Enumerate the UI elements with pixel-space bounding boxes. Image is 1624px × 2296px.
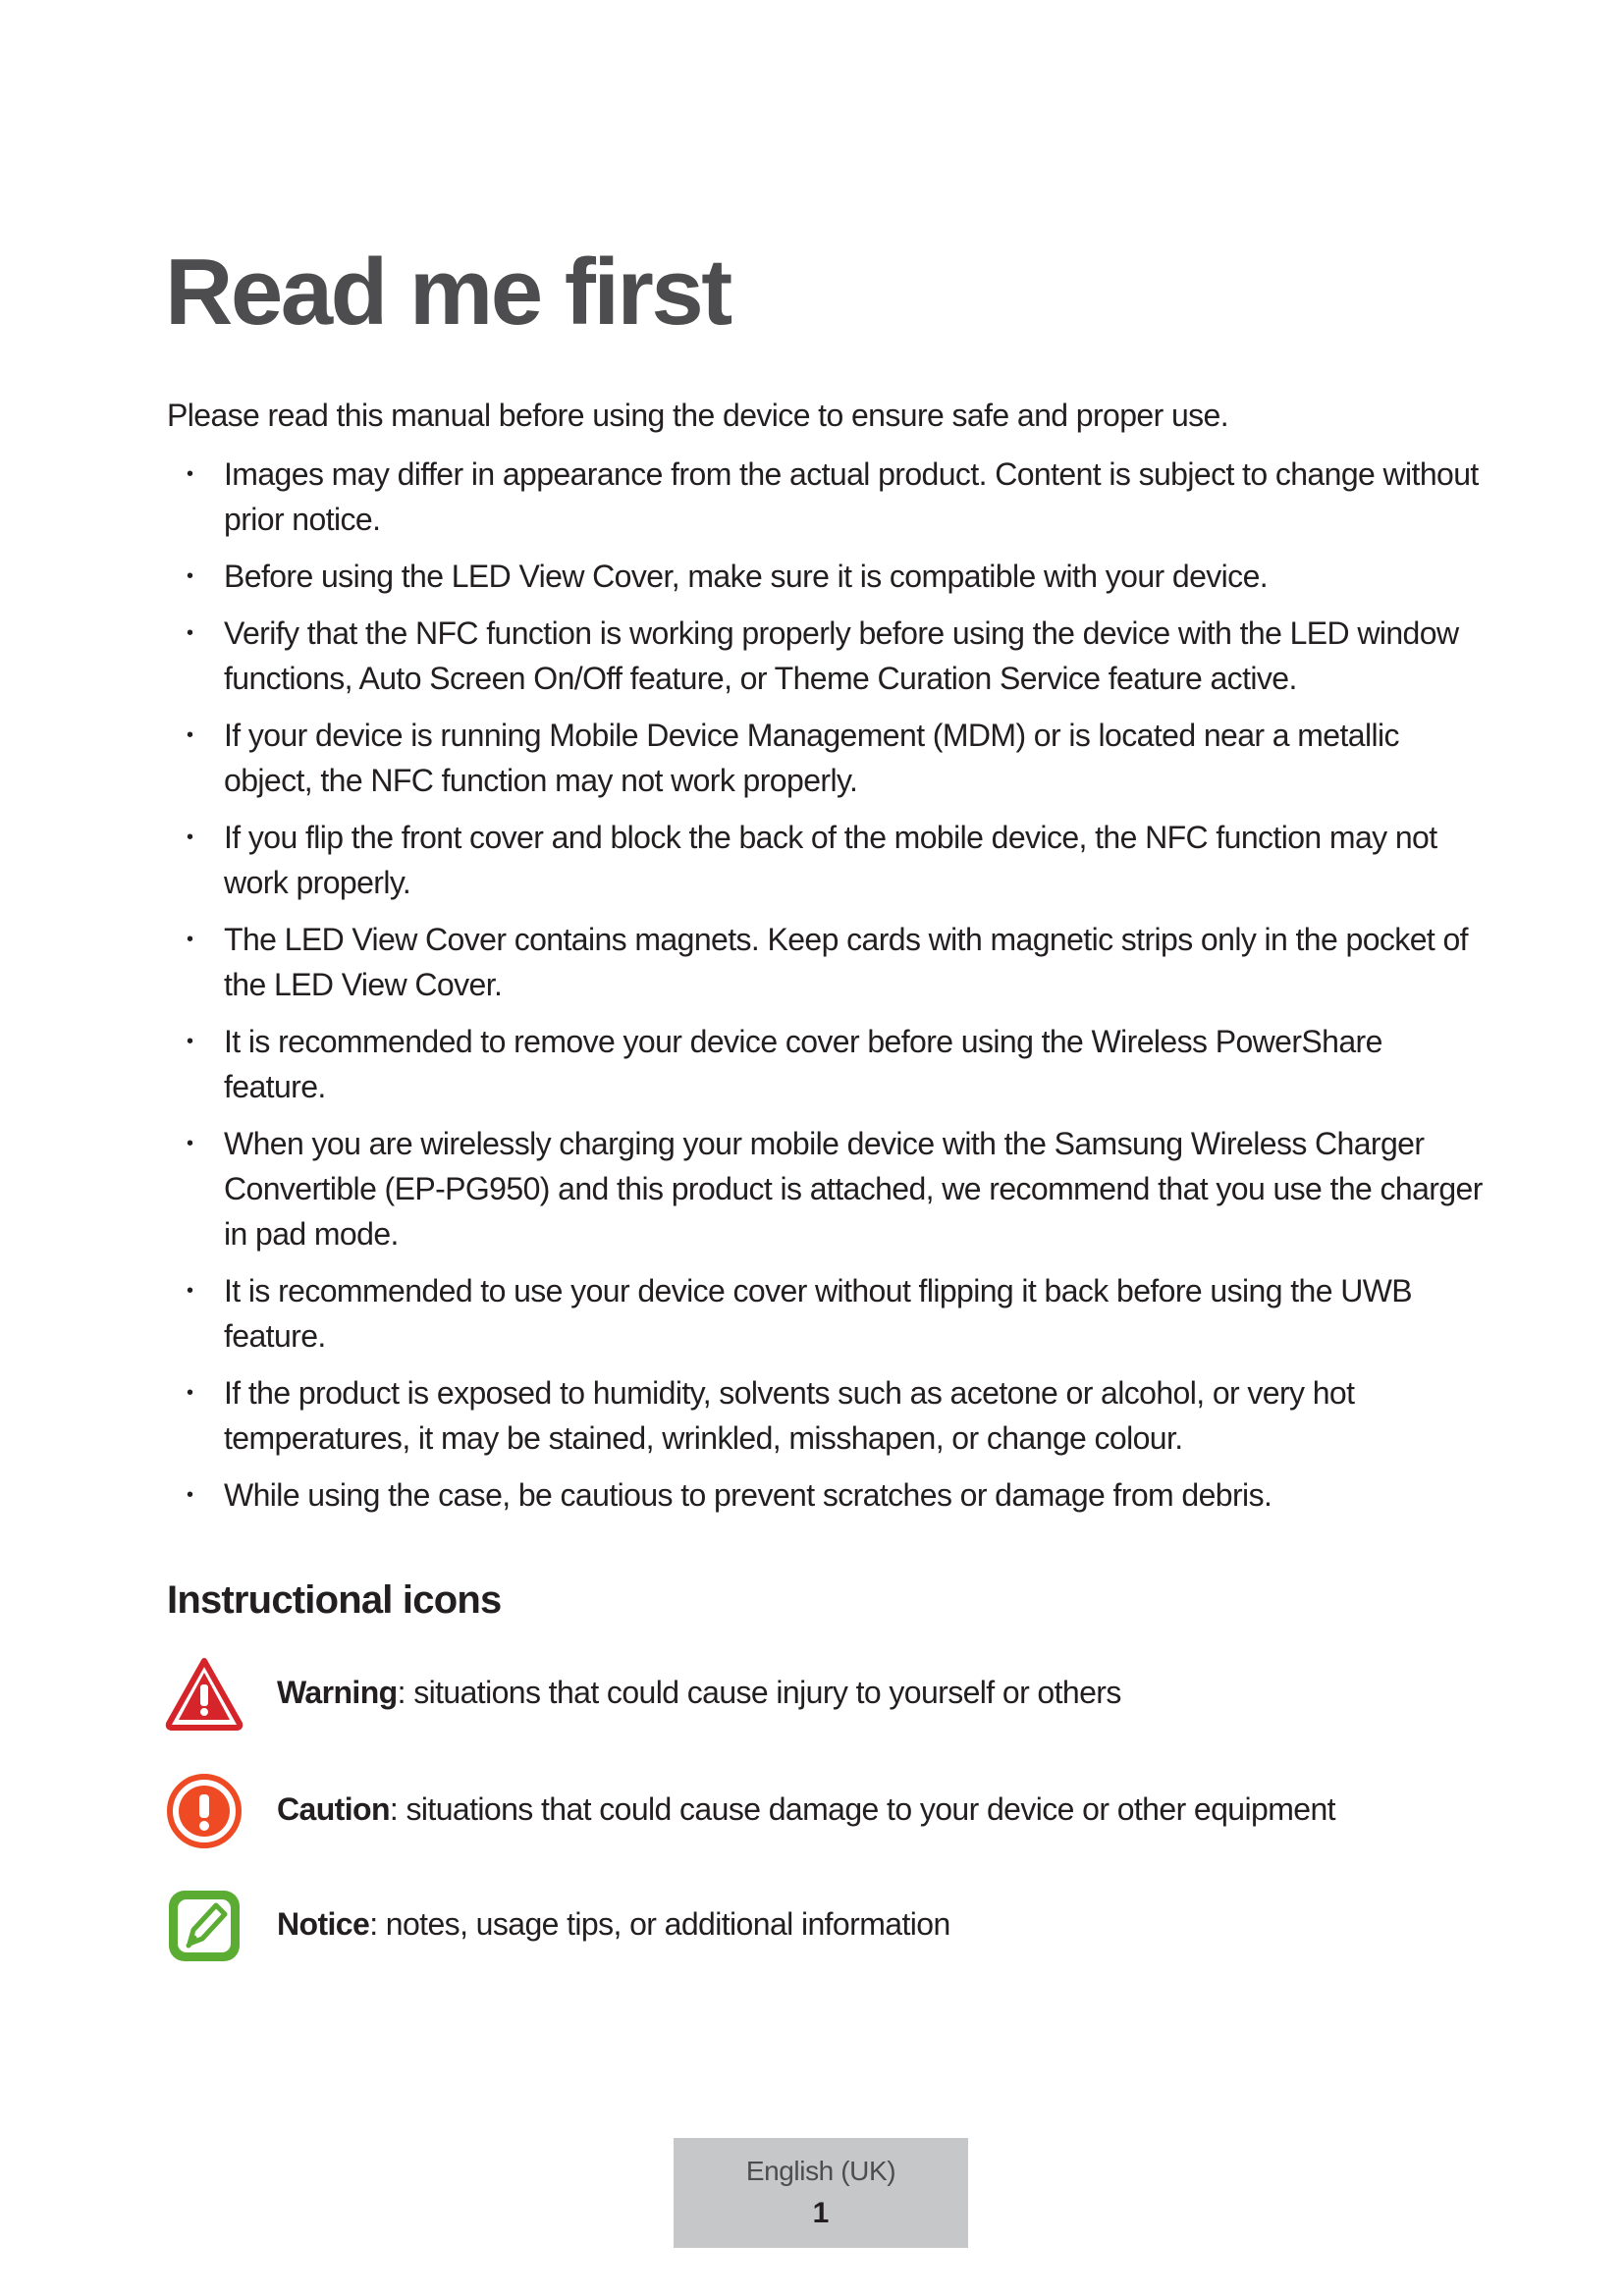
page-number: 1	[812, 2197, 830, 2229]
footer-language: English (UK)	[745, 2156, 896, 2186]
list-item	[167, 452, 1483, 542]
note-text: When you are wirelessly charging your mobile device with the Samsung Wireless Charger Convertible (EP-PG950) and this product is attached, we recommend that you use the charger in pad mode.	[224, 1126, 1483, 1252]
notes-list	[167, 452, 1483, 1529]
instructional-icons-heading: Instructional icons	[167, 1578, 502, 1622]
list-item	[167, 815, 1483, 905]
list-item	[167, 611, 1483, 701]
notice-icon	[165, 1887, 244, 1965]
note-text: It is recommended to remove your device cover before using the Wireless PowerShare feature.	[224, 1024, 1382, 1104]
bullet-icon: •	[187, 622, 193, 644]
warning-label: Warning	[277, 1675, 398, 1710]
notice-label: Notice	[277, 1906, 370, 1942]
bullet-icon: •	[187, 1484, 193, 1506]
caution-label: Caution	[277, 1791, 390, 1827]
note-text: While using the case, be cautious to prevent scratches or damage from debris.	[224, 1477, 1272, 1513]
bullet-icon: •	[187, 827, 193, 848]
notice-row	[165, 1887, 1490, 1965]
caution-icon	[165, 1772, 244, 1850]
warning-text: : situations that could cause injury to yourself or others	[397, 1675, 1121, 1710]
list-item	[167, 1370, 1483, 1461]
list-item	[167, 554, 1483, 599]
bullet-icon: •	[187, 1280, 193, 1302]
list-item	[167, 1019, 1483, 1109]
note-text: Verify that the NFC function is working properly before using the device with the LED window functions, Auto Screen On/Off feature, or Theme Curation Service feature active.	[224, 615, 1459, 696]
list-item	[167, 1121, 1483, 1256]
note-text: Images may differ in appearance from the actual product. Content is subject to change without prior notice.	[224, 456, 1479, 537]
list-item	[167, 1268, 1483, 1359]
bullet-icon: •	[187, 929, 193, 950]
note-text: If your device is running Mobile Device Management (MDM) or is located near a metallic object, the NFC function may not work properly.	[224, 718, 1399, 798]
page-title: Read me first	[165, 240, 731, 345]
warning-description	[277, 1670, 1121, 1715]
caution-row	[165, 1772, 1490, 1850]
bullet-icon: •	[187, 1382, 193, 1404]
note-text: If the product is exposed to humidity, solvents such as acetone or alcohol, or very hot temperatures, it may be stained, wrinkled, misshapen, or change colour.	[224, 1375, 1355, 1456]
notice-text: : notes, usage tips, or additional information	[369, 1906, 950, 1942]
bullet-icon: •	[187, 565, 193, 587]
notice-description	[277, 1901, 950, 1947]
note-text: If you flip the front cover and block the back of the mobile device, the NFC function may not work properly.	[224, 820, 1437, 900]
caution-description	[277, 1787, 1335, 1832]
bullet-icon: •	[187, 724, 193, 746]
list-item	[167, 917, 1483, 1007]
warning-row	[165, 1655, 1490, 1734]
warning-icon	[165, 1655, 244, 1734]
note-text: It is recommended to use your device cover without flipping it back before using the UWB feature.	[224, 1273, 1413, 1354]
page-footer	[674, 2138, 968, 2248]
note-text: The LED View Cover contains magnets. Keep cards with magnetic strips only in the pocket of the LED View Cover.	[224, 922, 1468, 1002]
list-item	[167, 1472, 1483, 1518]
bullet-icon: •	[187, 1031, 193, 1052]
bullet-icon: •	[187, 1133, 193, 1154]
caution-text: : situations that could cause damage to your device or other equipment	[389, 1791, 1335, 1827]
intro-text: Please read this manual before using the device to ensure safe and proper use.	[167, 398, 1229, 433]
list-item	[167, 713, 1483, 803]
bullet-icon: •	[187, 463, 193, 485]
note-text: Before using the LED View Cover, make sure it is compatible with your device.	[224, 559, 1269, 594]
